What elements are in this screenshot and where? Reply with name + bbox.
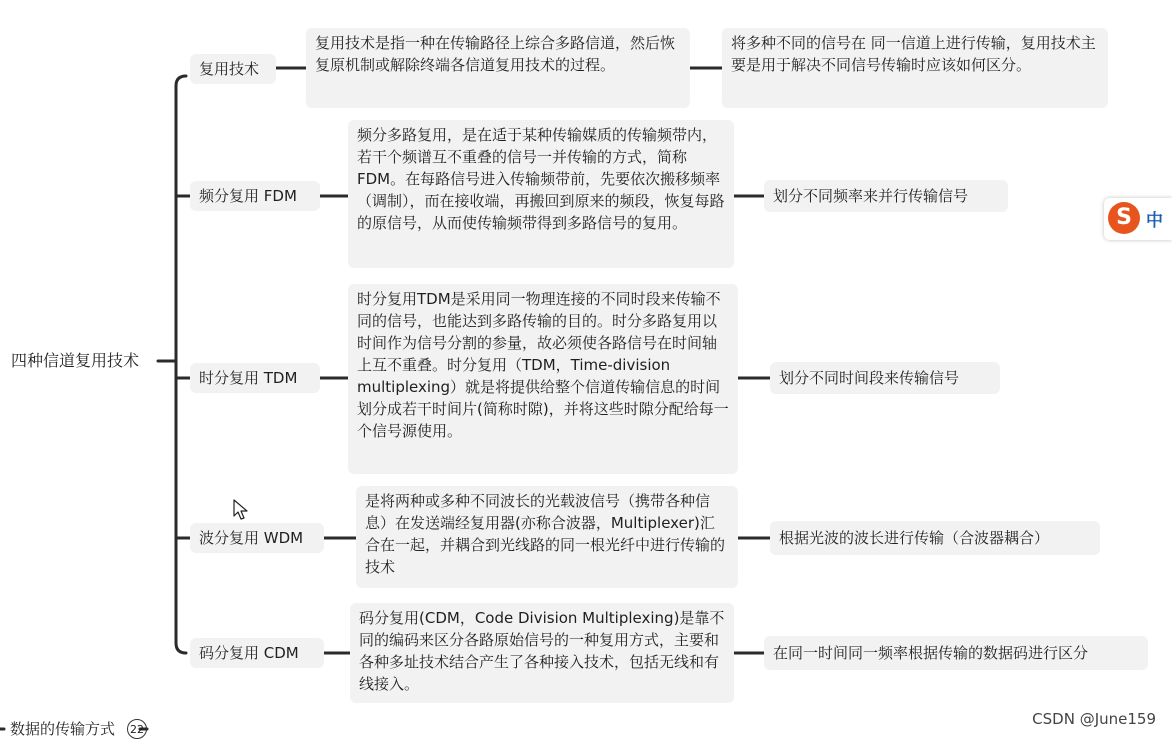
ime-toolbar[interactable] [1104, 198, 1172, 240]
detail-text: 时分复用TDM是采用同一物理连接的不同时段来传输不同的信号，也能达到多路传输的目的。时分多路复用以时间作为信号分割的参量，故必须使各路信号在时间轴上互不重叠。时分复用（TDM，Time-division multiplexing）就是将提供给整个信道传输信息的时间划分成若干时间片(简称时隙)，并将这些时隙分配给每一个信号源使用。 [357, 290, 729, 440]
root-topic-label: 四种信道复用技术 [11, 351, 140, 370]
detail-wdm[interactable] [356, 486, 738, 588]
summary-text: 划分不同时间段来传输信号 [779, 369, 960, 387]
summary-cdm[interactable] [764, 636, 1148, 670]
detail-multiplexing[interactable] [306, 28, 690, 108]
next-topic[interactable] [4, 716, 184, 742]
branch-multiplexing[interactable] [190, 54, 276, 84]
detail-cdm[interactable] [350, 603, 734, 703]
branch-tdm[interactable] [190, 363, 320, 393]
summary-text: 在同一时间同一频率根据传输的数据码进行区分 [773, 644, 1089, 662]
detail-text: 复用技术是指一种在传输路径上综合多路信道，然后恢复原机制或解除终端各信道复用技术的过程。 [315, 34, 676, 74]
branch-label: 码分复用 CDM [199, 644, 299, 662]
detail-text: 是将两种或多种不同波长的光载波信号（携带各种信息）在发送端经复用器(亦称合波器，Multiplexer)汇合在一起，并耦合到光线路的同一根光纤中进行传输的技术 [365, 492, 726, 576]
branch-label: 时分复用 TDM [199, 369, 298, 387]
branch-label: 复用技术 [199, 60, 260, 78]
next-topic-label: 数据的传输方式 [10, 720, 116, 738]
detail-text: 频分多路复用，是在适于某种传输媒质的传输频带内，若干个频谱互不重叠的信号一并传输的方式，简称FDM。在每路信号进入传输频带前，先要依次搬移频率（调制），而在接收端，再搬回到原来的频段，恢复每路的原信号，从而使传输频带得到多路信号的复用。 [357, 126, 725, 232]
branch-label: 波分复用 WDM [199, 529, 304, 547]
summary-multiplexing[interactable] [722, 28, 1108, 108]
branch-wdm[interactable] [190, 523, 324, 553]
collapsed-count-badge[interactable]: 22 [127, 719, 147, 739]
detail-text: 码分复用(CDM，Code Division Multiplexing)是靠不同的编码来区分各路原始信号的一种复用方式，主要和各种多址技术结合产生了各种接入技术，包括无线和有线接入。 [359, 609, 725, 693]
detail-tdm[interactable] [348, 284, 738, 474]
mouse-pointer-icon [233, 499, 249, 521]
detail-fdm[interactable] [348, 120, 734, 268]
sogou-logo-icon: S [1108, 202, 1140, 234]
summary-wdm[interactable] [770, 521, 1100, 555]
summary-tdm[interactable] [770, 362, 1000, 394]
branch-cdm[interactable] [190, 638, 324, 668]
summary-text: 将多种不同的信号在 同一信道上进行传输，复用技术主要是用于解决不同信号传输时应该如何区分。 [731, 34, 1096, 74]
summary-fdm[interactable] [764, 180, 1008, 212]
root-topic[interactable] [2, 346, 158, 376]
ime-language-toggle[interactable]: 中 [1146, 211, 1163, 231]
branch-fdm[interactable] [190, 181, 320, 211]
branch-label: 频分复用 FDM [199, 187, 297, 205]
summary-text: 划分不同频率来并行传输信号 [773, 187, 969, 205]
watermark: CSDN @June159 [1032, 710, 1156, 728]
summary-text: 根据光波的波长进行传输（合波器耦合） [779, 529, 1050, 547]
